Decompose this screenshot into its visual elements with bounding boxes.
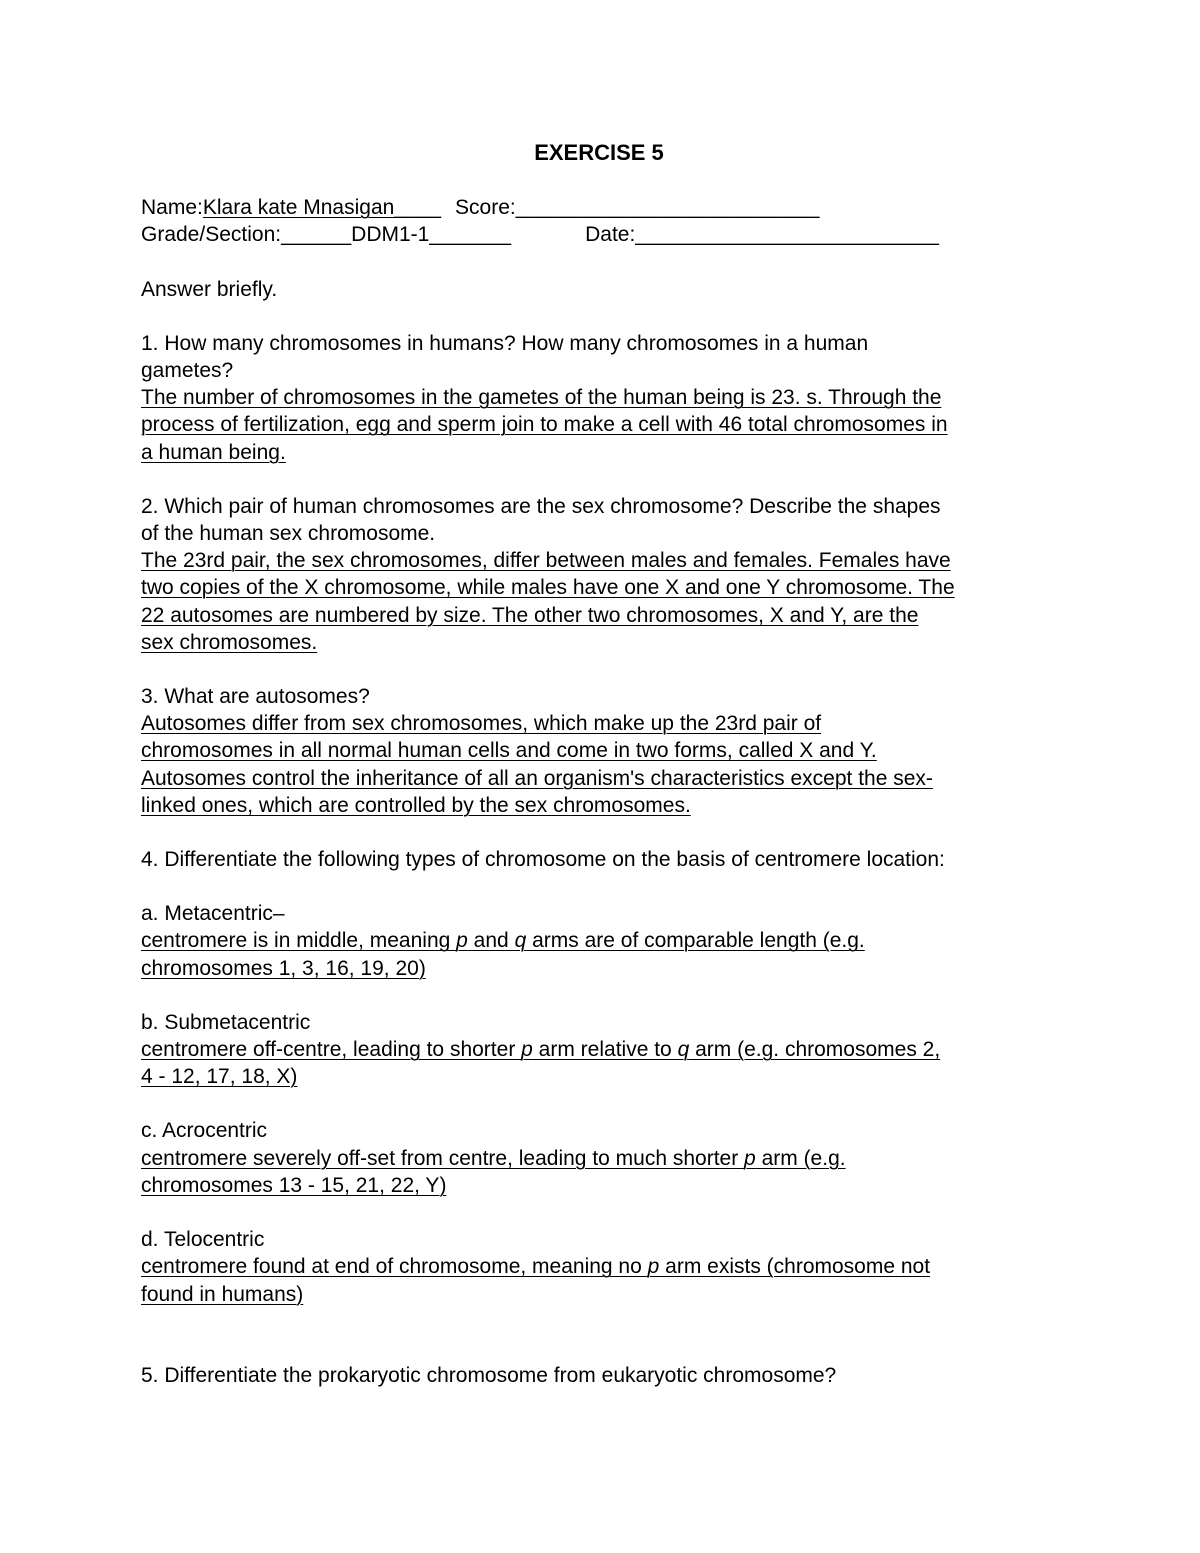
- question-1: [141, 330, 1061, 466]
- date-label: Date:: [585, 223, 636, 247]
- question-4: [141, 846, 1061, 873]
- instruction: Answer briefly.: [141, 277, 278, 301]
- answer-text: chromosomes 13 - 15, 21, 22, Y): [141, 1173, 447, 1197]
- item-label: b. Submetacentric: [141, 1010, 311, 1034]
- name-label: Name:: [141, 196, 203, 220]
- answer-text: Autosomes differ from sex chromosomes, which make up the 23rd pair of: [141, 712, 822, 736]
- question-text: of the human sex chromosome.: [141, 522, 436, 546]
- question-text: 4. Differentiate the following types of chromosome on the basis of centromere location:: [141, 848, 945, 872]
- question-text: 3. What are autosomes?: [141, 685, 370, 709]
- grade-date-row: [141, 221, 1061, 248]
- question-text: gametes?: [141, 359, 234, 383]
- question-2: [141, 493, 1061, 656]
- score-blank: __________________________: [515, 196, 820, 220]
- answer-text: centromere off-centre, leading to shorter p arm relative to q arm (e.g. chromosomes 2,: [141, 1038, 941, 1062]
- answer-text: Autosomes control the inheritance of all an organism's characteristics except the sex-: [141, 766, 933, 790]
- q4-item-b: [141, 1009, 1061, 1091]
- grade-label: Grade/Section:: [141, 223, 282, 247]
- score-label: Score:: [455, 196, 516, 220]
- answer-text: The 23rd pair, the sex chromosomes, differ between males and females. Females have: [141, 549, 951, 573]
- answer-text: centromere is in middle, meaning p and q arms are of comparable length (e.g.: [141, 929, 865, 953]
- name-score-row: [141, 194, 1061, 221]
- question-5: 5. Differentiate the prokaryotic chromosome from eukaryotic chromosome?: [141, 1363, 837, 1387]
- name-trail: ____: [394, 196, 442, 220]
- answer-text: linked ones, which are controlled by the sex chromosomes.: [141, 793, 691, 817]
- q4-item-a: [141, 900, 1061, 982]
- question-3: [141, 683, 1061, 819]
- document-content: [141, 139, 1061, 1389]
- question-text: 1. How many chromosomes in humans? How many chromosomes in a human: [141, 331, 869, 355]
- answer-text: centromere severely off-set from centre, leading to much shorter p arm (e.g.: [141, 1146, 846, 1170]
- answer-text: found in humans): [141, 1282, 304, 1306]
- name-value: Klara kate Mnasigan: [202, 196, 395, 220]
- item-label: c. Acrocentric: [141, 1119, 268, 1143]
- page-title: EXERCISE 5: [534, 140, 664, 165]
- answer-text: chromosomes in all normal human cells and come in two forms, called X and Y.: [141, 739, 877, 763]
- answer-text: centromere found at end of chromosome, meaning no p arm exists (chromosome not: [141, 1255, 931, 1279]
- answer-text: chromosomes 1, 3, 16, 19, 20): [141, 956, 426, 980]
- q4-item-d: [141, 1226, 1061, 1308]
- answer-text: two copies of the X chromosome, while males have one X and one Y chromosome. The: [141, 576, 955, 600]
- item-label: d. Telocentric: [141, 1228, 265, 1252]
- answer-text: 4 - 12, 17, 18, X): [141, 1065, 298, 1089]
- answer-text: The number of chromosomes in the gametes of the human being is 23. s. Through the: [141, 386, 942, 410]
- question-text: 2. Which pair of human chromosomes are the sex chromosome? Describe the shapes: [141, 494, 941, 518]
- answer-text: sex chromosomes.: [141, 630, 318, 654]
- q4-item-c: [141, 1117, 1061, 1199]
- answer-text: a human being.: [141, 440, 286, 464]
- grade-value: ______DDM1-1_______: [281, 223, 512, 247]
- item-label: a. Metacentric–: [141, 902, 285, 926]
- answer-text: process of fertilization, egg and sperm join to make a cell with 46 total chromosomes in: [141, 413, 948, 437]
- date-blank: __________________________: [635, 223, 939, 247]
- answer-text: 22 autosomes are numbered by size. The other two chromosomes, X and Y, are the: [141, 603, 919, 627]
